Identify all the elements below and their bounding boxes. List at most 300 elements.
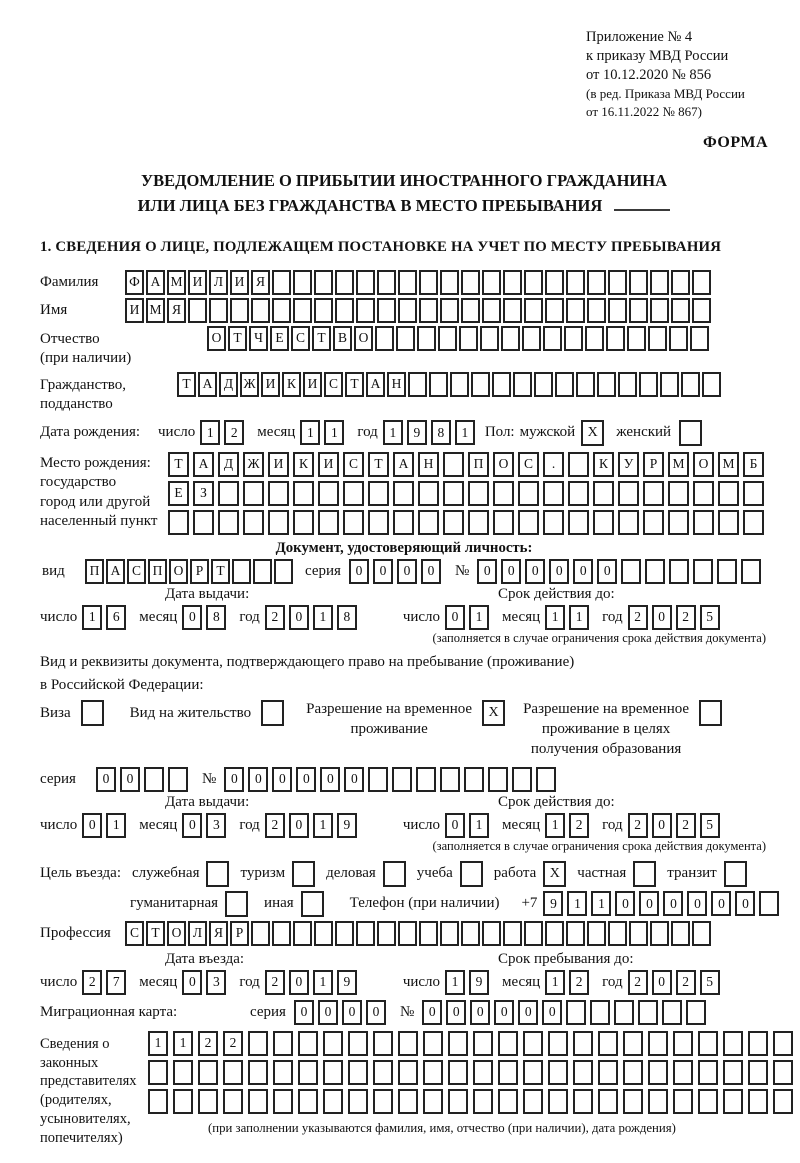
form-cell[interactable]: О <box>167 921 186 946</box>
form-cell[interactable]: С <box>324 372 343 397</box>
form-cell[interactable] <box>693 559 713 584</box>
form-cell[interactable] <box>673 1089 693 1114</box>
temp-residence-checkbox[interactable]: X <box>482 700 505 726</box>
purpose-tourism-checkbox[interactable] <box>292 861 315 887</box>
form-cell[interactable] <box>144 767 164 792</box>
form-cell[interactable] <box>251 298 270 323</box>
form-cell[interactable]: 1 <box>445 970 465 995</box>
form-cell[interactable] <box>438 326 457 351</box>
form-cell[interactable] <box>566 270 585 295</box>
form-cell[interactable] <box>343 510 364 535</box>
sex-male-checkbox[interactable]: X <box>581 420 604 446</box>
form-cell[interactable]: 0 <box>182 970 202 995</box>
form-cell[interactable] <box>671 298 690 323</box>
form-cell[interactable]: 0 <box>182 813 202 838</box>
form-cell[interactable] <box>223 1060 243 1085</box>
form-cell[interactable] <box>698 1031 718 1056</box>
form-cell[interactable]: 0 <box>597 559 617 584</box>
form-cell[interactable] <box>598 1031 618 1056</box>
form-cell[interactable] <box>650 270 669 295</box>
form-cell[interactable] <box>368 481 389 506</box>
form-cell[interactable]: Т <box>228 326 247 351</box>
form-cell[interactable] <box>223 1089 243 1114</box>
form-cell[interactable] <box>523 1031 543 1056</box>
form-cell[interactable]: 0 <box>549 559 569 584</box>
purpose-other-checkbox[interactable] <box>301 891 324 917</box>
form-cell[interactable] <box>534 372 553 397</box>
form-cell[interactable] <box>639 372 658 397</box>
form-cell[interactable] <box>168 510 189 535</box>
form-cell[interactable] <box>492 372 511 397</box>
form-cell[interactable] <box>518 510 539 535</box>
form-cell[interactable]: Т <box>168 452 189 477</box>
form-cell[interactable]: 0 <box>318 1000 338 1025</box>
form-cell[interactable]: 1 <box>569 605 589 630</box>
form-cell[interactable] <box>273 1089 293 1114</box>
form-cell[interactable] <box>218 510 239 535</box>
form-cell[interactable] <box>375 326 394 351</box>
form-cell[interactable] <box>272 298 291 323</box>
form-cell[interactable]: С <box>291 326 310 351</box>
form-cell[interactable]: Б <box>743 452 764 477</box>
form-cell[interactable] <box>650 921 669 946</box>
form-cell[interactable] <box>148 1060 168 1085</box>
form-cell[interactable] <box>417 326 436 351</box>
form-cell[interactable] <box>468 481 489 506</box>
form-cell[interactable] <box>298 1089 318 1114</box>
form-cell[interactable]: 1 <box>455 420 475 445</box>
form-cell[interactable]: Т <box>211 559 230 584</box>
form-cell[interactable] <box>608 298 627 323</box>
form-cell[interactable] <box>618 481 639 506</box>
form-cell[interactable] <box>272 921 291 946</box>
form-cell[interactable] <box>623 1060 643 1085</box>
form-cell[interactable] <box>293 298 312 323</box>
form-cell[interactable] <box>627 326 646 351</box>
form-cell[interactable] <box>618 372 637 397</box>
form-cell[interactable] <box>723 1031 743 1056</box>
form-cell[interactable]: К <box>282 372 301 397</box>
form-cell[interactable] <box>173 1060 193 1085</box>
form-cell[interactable]: 0 <box>296 767 316 792</box>
form-cell[interactable]: 1 <box>383 420 403 445</box>
form-cell[interactable] <box>621 559 641 584</box>
form-cell[interactable] <box>274 559 293 584</box>
form-cell[interactable]: Ж <box>240 372 259 397</box>
form-cell[interactable]: 5 <box>700 813 720 838</box>
form-cell[interactable] <box>198 1089 218 1114</box>
form-cell[interactable] <box>718 510 739 535</box>
form-cell[interactable]: П <box>468 452 489 477</box>
form-cell[interactable] <box>168 767 188 792</box>
form-cell[interactable]: Я <box>167 298 186 323</box>
form-cell[interactable]: 0 <box>421 559 441 584</box>
form-cell[interactable] <box>623 1031 643 1056</box>
form-cell[interactable]: 2 <box>628 813 648 838</box>
form-cell[interactable] <box>440 767 460 792</box>
form-cell[interactable] <box>468 510 489 535</box>
form-cell[interactable] <box>669 326 688 351</box>
form-cell[interactable] <box>377 921 396 946</box>
form-cell[interactable] <box>368 510 389 535</box>
form-cell[interactable] <box>598 1060 618 1085</box>
form-cell[interactable] <box>568 510 589 535</box>
form-cell[interactable] <box>648 1089 668 1114</box>
form-cell[interactable]: 1 <box>324 420 344 445</box>
form-cell[interactable] <box>356 921 375 946</box>
form-cell[interactable] <box>648 1031 668 1056</box>
form-cell[interactable]: 2 <box>569 970 589 995</box>
form-cell[interactable]: А <box>106 559 125 584</box>
form-cell[interactable] <box>480 326 499 351</box>
form-cell[interactable]: И <box>230 270 249 295</box>
form-cell[interactable]: Е <box>270 326 289 351</box>
form-cell[interactable] <box>643 510 664 535</box>
form-cell[interactable]: Р <box>230 921 249 946</box>
form-cell[interactable] <box>343 481 364 506</box>
form-cell[interactable] <box>173 1089 193 1114</box>
form-cell[interactable]: 0 <box>663 891 683 916</box>
form-cell[interactable]: 9 <box>337 813 357 838</box>
form-cell[interactable] <box>335 298 354 323</box>
form-cell[interactable] <box>598 1089 618 1114</box>
form-cell[interactable]: 0 <box>615 891 635 916</box>
form-cell[interactable] <box>545 298 564 323</box>
form-cell[interactable] <box>368 767 388 792</box>
form-cell[interactable]: Т <box>312 326 331 351</box>
form-cell[interactable] <box>268 510 289 535</box>
form-cell[interactable]: 1 <box>545 970 565 995</box>
form-cell[interactable]: 0 <box>289 813 309 838</box>
form-cell[interactable]: 0 <box>711 891 731 916</box>
form-cell[interactable]: 2 <box>82 970 102 995</box>
form-cell[interactable]: 0 <box>366 1000 386 1025</box>
form-cell[interactable] <box>423 1089 443 1114</box>
form-cell[interactable] <box>671 921 690 946</box>
form-cell[interactable] <box>314 921 333 946</box>
form-cell[interactable] <box>686 1000 706 1025</box>
form-cell[interactable]: О <box>207 326 226 351</box>
purpose-work-checkbox[interactable]: X <box>543 861 566 887</box>
form-cell[interactable]: 0 <box>320 767 340 792</box>
form-cell[interactable] <box>419 298 438 323</box>
form-cell[interactable] <box>512 767 532 792</box>
form-cell[interactable]: М <box>668 452 689 477</box>
form-cell[interactable]: 1 <box>469 605 489 630</box>
form-cell[interactable] <box>314 270 333 295</box>
form-cell[interactable] <box>482 298 501 323</box>
form-cell[interactable] <box>461 921 480 946</box>
form-cell[interactable]: 1 <box>545 605 565 630</box>
form-cell[interactable] <box>314 298 333 323</box>
form-cell[interactable] <box>493 481 514 506</box>
form-cell[interactable]: А <box>146 270 165 295</box>
form-cell[interactable]: 0 <box>445 813 465 838</box>
form-cell[interactable] <box>597 372 616 397</box>
sex-female-checkbox[interactable] <box>679 420 702 446</box>
form-cell[interactable]: О <box>493 452 514 477</box>
form-cell[interactable] <box>698 1089 718 1114</box>
form-cell[interactable] <box>253 559 272 584</box>
form-cell[interactable] <box>693 510 714 535</box>
form-cell[interactable]: С <box>127 559 146 584</box>
form-cell[interactable] <box>398 270 417 295</box>
form-cell[interactable]: М <box>167 270 186 295</box>
form-cell[interactable]: 8 <box>337 605 357 630</box>
form-cell[interactable] <box>566 1000 586 1025</box>
form-cell[interactable] <box>459 326 478 351</box>
form-cell[interactable] <box>693 481 714 506</box>
form-cell[interactable] <box>373 1060 393 1085</box>
form-cell[interactable] <box>692 270 711 295</box>
form-cell[interactable] <box>356 270 375 295</box>
form-cell[interactable]: Т <box>345 372 364 397</box>
form-cell[interactable] <box>230 298 249 323</box>
form-cell[interactable] <box>501 326 520 351</box>
form-cell[interactable]: У <box>618 452 639 477</box>
form-cell[interactable] <box>488 767 508 792</box>
form-cell[interactable]: 0 <box>294 1000 314 1025</box>
form-cell[interactable]: 9 <box>543 891 563 916</box>
form-cell[interactable] <box>673 1031 693 1056</box>
form-cell[interactable]: Р <box>643 452 664 477</box>
form-cell[interactable]: О <box>169 559 188 584</box>
form-cell[interactable]: Н <box>387 372 406 397</box>
form-cell[interactable] <box>629 921 648 946</box>
form-cell[interactable] <box>773 1060 793 1085</box>
form-cell[interactable]: П <box>148 559 167 584</box>
form-cell[interactable] <box>248 1089 268 1114</box>
form-cell[interactable] <box>573 1031 593 1056</box>
form-cell[interactable]: 8 <box>431 420 451 445</box>
form-cell[interactable] <box>348 1089 368 1114</box>
form-cell[interactable]: И <box>188 270 207 295</box>
form-cell[interactable] <box>373 1089 393 1114</box>
form-cell[interactable] <box>188 298 207 323</box>
form-cell[interactable] <box>523 1089 543 1114</box>
form-cell[interactable]: Н <box>418 452 439 477</box>
form-cell[interactable] <box>243 481 264 506</box>
form-cell[interactable] <box>448 1060 468 1085</box>
form-cell[interactable] <box>545 921 564 946</box>
form-cell[interactable] <box>440 921 459 946</box>
form-cell[interactable]: 0 <box>542 1000 562 1025</box>
form-cell[interactable] <box>524 921 543 946</box>
form-cell[interactable] <box>573 1060 593 1085</box>
form-cell[interactable] <box>443 510 464 535</box>
form-cell[interactable] <box>673 1060 693 1085</box>
form-cell[interactable]: Я <box>251 270 270 295</box>
form-cell[interactable]: 2 <box>198 1031 218 1056</box>
form-cell[interactable] <box>293 270 312 295</box>
form-cell[interactable] <box>498 1060 518 1085</box>
form-cell[interactable] <box>419 270 438 295</box>
form-cell[interactable] <box>398 1089 418 1114</box>
form-cell[interactable]: 0 <box>289 970 309 995</box>
form-cell[interactable] <box>398 298 417 323</box>
form-cell[interactable] <box>148 1089 168 1114</box>
form-cell[interactable] <box>545 270 564 295</box>
form-cell[interactable]: Ф <box>125 270 144 295</box>
form-cell[interactable] <box>638 1000 658 1025</box>
form-cell[interactable]: 1 <box>173 1031 193 1056</box>
form-cell[interactable] <box>668 481 689 506</box>
form-cell[interactable]: 2 <box>628 605 648 630</box>
form-cell[interactable]: 0 <box>445 605 465 630</box>
form-cell[interactable]: 3 <box>206 970 226 995</box>
form-cell[interactable] <box>522 326 541 351</box>
form-cell[interactable] <box>418 510 439 535</box>
form-cell[interactable] <box>318 510 339 535</box>
form-cell[interactable] <box>218 481 239 506</box>
residence-permit-checkbox[interactable] <box>261 700 284 726</box>
form-cell[interactable] <box>590 1000 610 1025</box>
form-cell[interactable]: 2 <box>676 813 696 838</box>
form-cell[interactable] <box>645 559 665 584</box>
form-cell[interactable]: 1 <box>591 891 611 916</box>
form-cell[interactable] <box>671 270 690 295</box>
form-cell[interactable] <box>759 891 779 916</box>
form-cell[interactable]: 8 <box>206 605 226 630</box>
form-cell[interactable]: 0 <box>687 891 707 916</box>
form-cell[interactable] <box>576 372 595 397</box>
form-cell[interactable] <box>298 1060 318 1085</box>
form-cell[interactable] <box>668 510 689 535</box>
form-cell[interactable] <box>318 481 339 506</box>
form-cell[interactable]: Ч <box>249 326 268 351</box>
form-cell[interactable]: 9 <box>469 970 489 995</box>
form-cell[interactable] <box>543 326 562 351</box>
form-cell[interactable] <box>566 298 585 323</box>
form-cell[interactable]: 0 <box>373 559 393 584</box>
form-cell[interactable] <box>543 510 564 535</box>
form-cell[interactable] <box>473 1060 493 1085</box>
form-cell[interactable] <box>568 481 589 506</box>
form-cell[interactable]: Л <box>209 270 228 295</box>
form-cell[interactable] <box>450 372 469 397</box>
form-cell[interactable] <box>323 1031 343 1056</box>
form-cell[interactable] <box>323 1060 343 1085</box>
form-cell[interactable]: И <box>125 298 144 323</box>
form-cell[interactable] <box>248 1031 268 1056</box>
form-cell[interactable] <box>356 298 375 323</box>
form-cell[interactable]: М <box>146 298 165 323</box>
form-cell[interactable]: С <box>518 452 539 477</box>
form-cell[interactable] <box>273 1031 293 1056</box>
form-cell[interactable] <box>585 326 604 351</box>
form-cell[interactable]: 2 <box>569 813 589 838</box>
form-cell[interactable] <box>524 298 543 323</box>
form-cell[interactable] <box>335 270 354 295</box>
form-cell[interactable] <box>498 1089 518 1114</box>
form-cell[interactable] <box>650 298 669 323</box>
purpose-study-checkbox[interactable] <box>460 861 483 887</box>
form-cell[interactable]: 9 <box>407 420 427 445</box>
form-cell[interactable] <box>593 510 614 535</box>
form-cell[interactable]: 0 <box>96 767 116 792</box>
form-cell[interactable]: 0 <box>349 559 369 584</box>
form-cell[interactable] <box>748 1060 768 1085</box>
form-cell[interactable]: 0 <box>470 1000 490 1025</box>
form-cell[interactable] <box>209 298 228 323</box>
form-cell[interactable] <box>773 1089 793 1114</box>
form-cell[interactable]: В <box>333 326 352 351</box>
form-cell[interactable] <box>443 452 464 477</box>
form-cell[interactable] <box>272 270 291 295</box>
form-cell[interactable]: Л <box>188 921 207 946</box>
form-cell[interactable] <box>423 1060 443 1085</box>
form-cell[interactable]: А <box>393 452 414 477</box>
form-cell[interactable] <box>398 921 417 946</box>
form-cell[interactable] <box>748 1031 768 1056</box>
form-cell[interactable] <box>718 481 739 506</box>
form-cell[interactable]: Ж <box>243 452 264 477</box>
form-cell[interactable]: 2 <box>223 1031 243 1056</box>
form-cell[interactable]: 1 <box>567 891 587 916</box>
form-cell[interactable]: 0 <box>397 559 417 584</box>
form-cell[interactable] <box>448 1089 468 1114</box>
form-cell[interactable] <box>493 510 514 535</box>
form-cell[interactable] <box>293 510 314 535</box>
form-cell[interactable] <box>323 1089 343 1114</box>
form-cell[interactable]: . <box>543 452 564 477</box>
form-cell[interactable]: Д <box>218 452 239 477</box>
form-cell[interactable]: И <box>268 452 289 477</box>
form-cell[interactable] <box>440 298 459 323</box>
purpose-business-checkbox[interactable] <box>383 861 406 887</box>
form-cell[interactable]: 1 <box>82 605 102 630</box>
form-cell[interactable] <box>443 481 464 506</box>
form-cell[interactable]: Т <box>146 921 165 946</box>
form-cell[interactable] <box>416 767 436 792</box>
form-cell[interactable]: 5 <box>700 970 720 995</box>
form-cell[interactable] <box>568 452 589 477</box>
form-cell[interactable] <box>573 1089 593 1114</box>
form-cell[interactable] <box>648 1060 668 1085</box>
form-cell[interactable]: 0 <box>525 559 545 584</box>
form-cell[interactable] <box>629 298 648 323</box>
form-cell[interactable] <box>643 481 664 506</box>
form-cell[interactable] <box>743 481 764 506</box>
form-cell[interactable] <box>564 326 583 351</box>
form-cell[interactable] <box>629 270 648 295</box>
form-cell[interactable] <box>392 767 412 792</box>
form-cell[interactable] <box>608 270 627 295</box>
form-cell[interactable] <box>555 372 574 397</box>
form-cell[interactable]: О <box>354 326 373 351</box>
form-cell[interactable]: П <box>85 559 104 584</box>
form-cell[interactable] <box>741 559 761 584</box>
form-cell[interactable]: 0 <box>652 605 672 630</box>
form-cell[interactable]: 0 <box>477 559 497 584</box>
form-cell[interactable] <box>717 559 737 584</box>
form-cell[interactable] <box>681 372 700 397</box>
form-cell[interactable] <box>503 270 522 295</box>
form-cell[interactable]: 1 <box>106 813 126 838</box>
form-cell[interactable]: 2 <box>265 813 285 838</box>
form-cell[interactable] <box>473 1089 493 1114</box>
form-cell[interactable] <box>268 481 289 506</box>
form-cell[interactable] <box>473 1031 493 1056</box>
form-cell[interactable]: С <box>125 921 144 946</box>
form-cell[interactable] <box>503 298 522 323</box>
form-cell[interactable] <box>618 510 639 535</box>
form-cell[interactable] <box>248 1060 268 1085</box>
form-cell[interactable]: 2 <box>676 970 696 995</box>
form-cell[interactable]: 1 <box>313 813 333 838</box>
form-cell[interactable]: Д <box>219 372 238 397</box>
form-cell[interactable]: 2 <box>676 605 696 630</box>
